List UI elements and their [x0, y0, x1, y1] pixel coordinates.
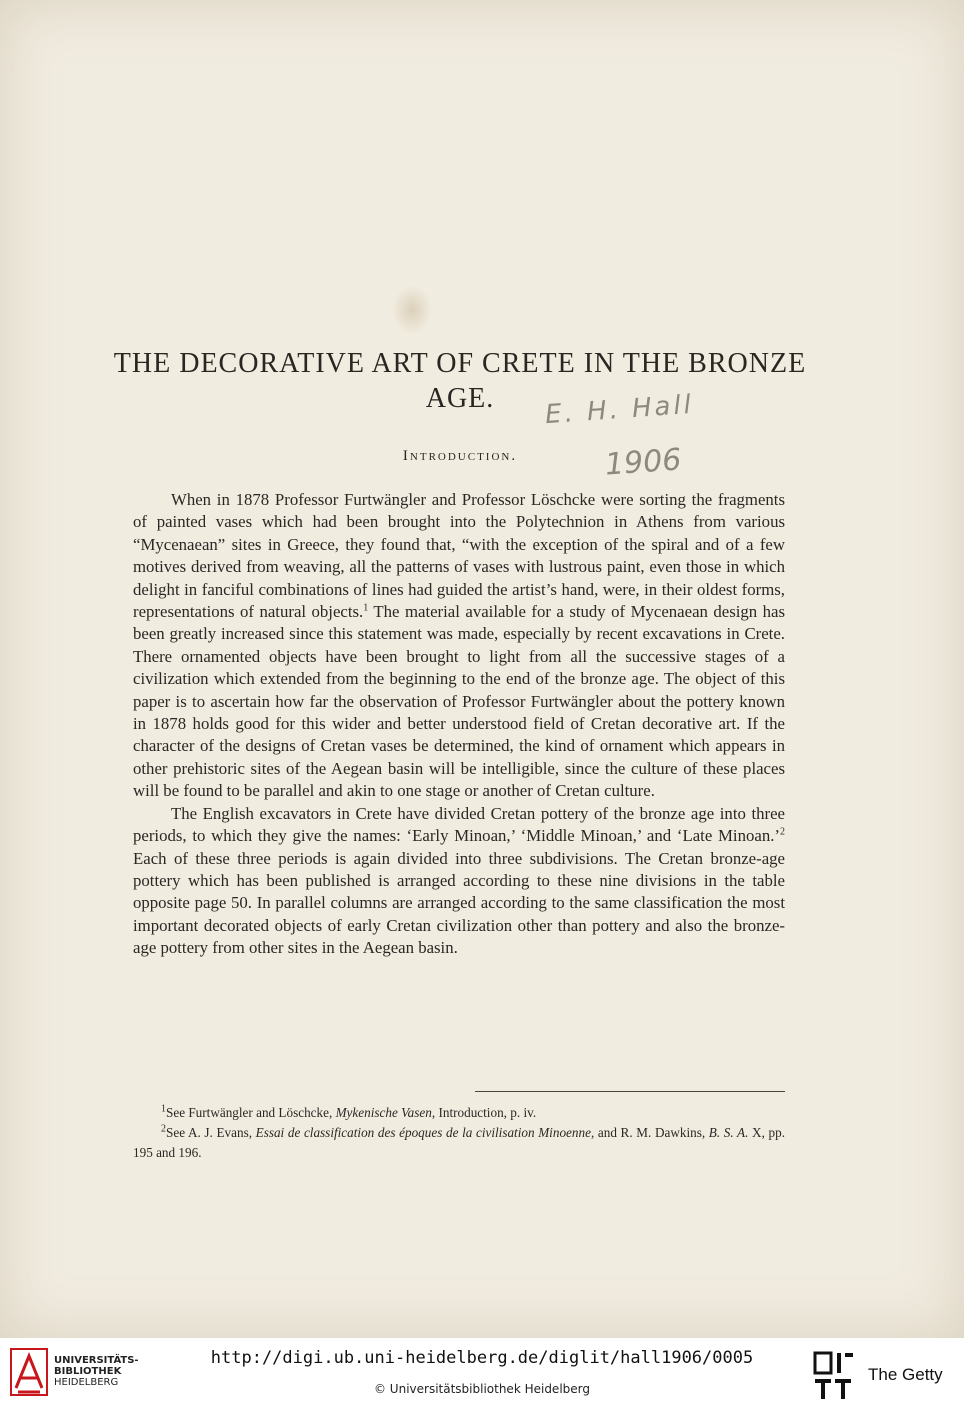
paragraph: The English excavators in Crete have divided Cretan pottery of the bronze age into three periods, to which they give the names: ‘Early Minoan,’ ‘Middle Minoan,’ and ‘Late Minoan.’$^2$ Each of these three periods is again divided into three subdivisions. The Cretan bronze-age pottery which has been published is arranged according to these nine divisions in the table opposite page 50. In parallel columns are arranged according to the same classification the most important decorated objects of early Cretan civilization other than pottery and also the bronze-age pottery from other sites in the Aegean basin. [133, 803, 785, 958]
handwritten-year: 1906 [603, 442, 683, 483]
copyright-notice: © Universitätsbibliothek Heidelberg [373, 1382, 590, 1396]
footnotes [133, 1103, 785, 1163]
citation-title: B. S. A. [708, 1125, 749, 1140]
footnote: $^1$See Furtwängler and Löschcke, Mykenische Vasen, Introduction, p. iv. [161, 1103, 537, 1120]
footnote-ref[interactable]: 2 [780, 826, 785, 838]
section-heading: Introduction. [402, 448, 518, 464]
footnote-ref[interactable]: 1 [363, 602, 369, 614]
handwritten-author: E. H. Hall [544, 389, 695, 431]
paragraph: When in 1878 Professor Furtwängler and Professor Löschcke were sorting the fragments of painted vases which had been brought into the Polytechnion in Athens from various “Mycenaean” sites in Greece, they found that, “with the exception of the spiral and of a few motives derived from weaving, all the patterns of vases with lustrous paint, even those in which delight in fanciful combinations of lines had guided the artist’s hand, were, in their oldest forms, representations of natural objects.$^1$ The material available for a study of Mycenaean design has been greatly increased since this statement was made, especially by recent excavations in Crete. There ornamented objects have been brought to light from all the successive stages of a civilization which extended from the beginning to the end of the bronze age. The object of this paper is to ascertain how far the observation of Professor Furtwängler about the pottery known in 1878 holds good for this wider and better understood field of Cretan decorative art. If the character of the designs of Cretan vases be determined, the kind of ornament which appears in other prehistoric sites of the Aegean basin will be intelligible, since the culture of these places will be found to be parallel and akin to one stage or another of Cretan culture. [133, 490, 785, 801]
paper-stain [392, 285, 432, 335]
permalink-url[interactable]: http://digi.ub.uni-heidelberg.de/diglit/hall1906/0005 [210, 1348, 754, 1368]
footnote: $^2$See A. J. Evans, Essai de classification des époques de la civilisation Minoenne, and R. M. Dawkins, B. S. A. X, pp. 195 and 196. [133, 1123, 785, 1160]
footnote-number: 1 [161, 1103, 166, 1115]
footnote-number: 2 [161, 1123, 166, 1135]
viewer-footer [0, 1338, 964, 1410]
library-name: UNIVERSITÄTS- BIBLIOTHEK HEIDELBERG [54, 1355, 139, 1388]
body-text [133, 489, 785, 960]
article-title: THE DECORATIVE ART OF CRETE IN THE BRONZE AGE. [113, 348, 807, 414]
getty-name: The Getty [868, 1365, 943, 1384]
getty-logo-icon [813, 1351, 855, 1401]
citation-title: Mykenische Vasen [335, 1105, 432, 1120]
footnote-rule [475, 1091, 785, 1092]
handwritten-annotation [544, 389, 705, 495]
citation-title: Essai de classification des époques de la civilisation Minoenne [255, 1125, 591, 1140]
